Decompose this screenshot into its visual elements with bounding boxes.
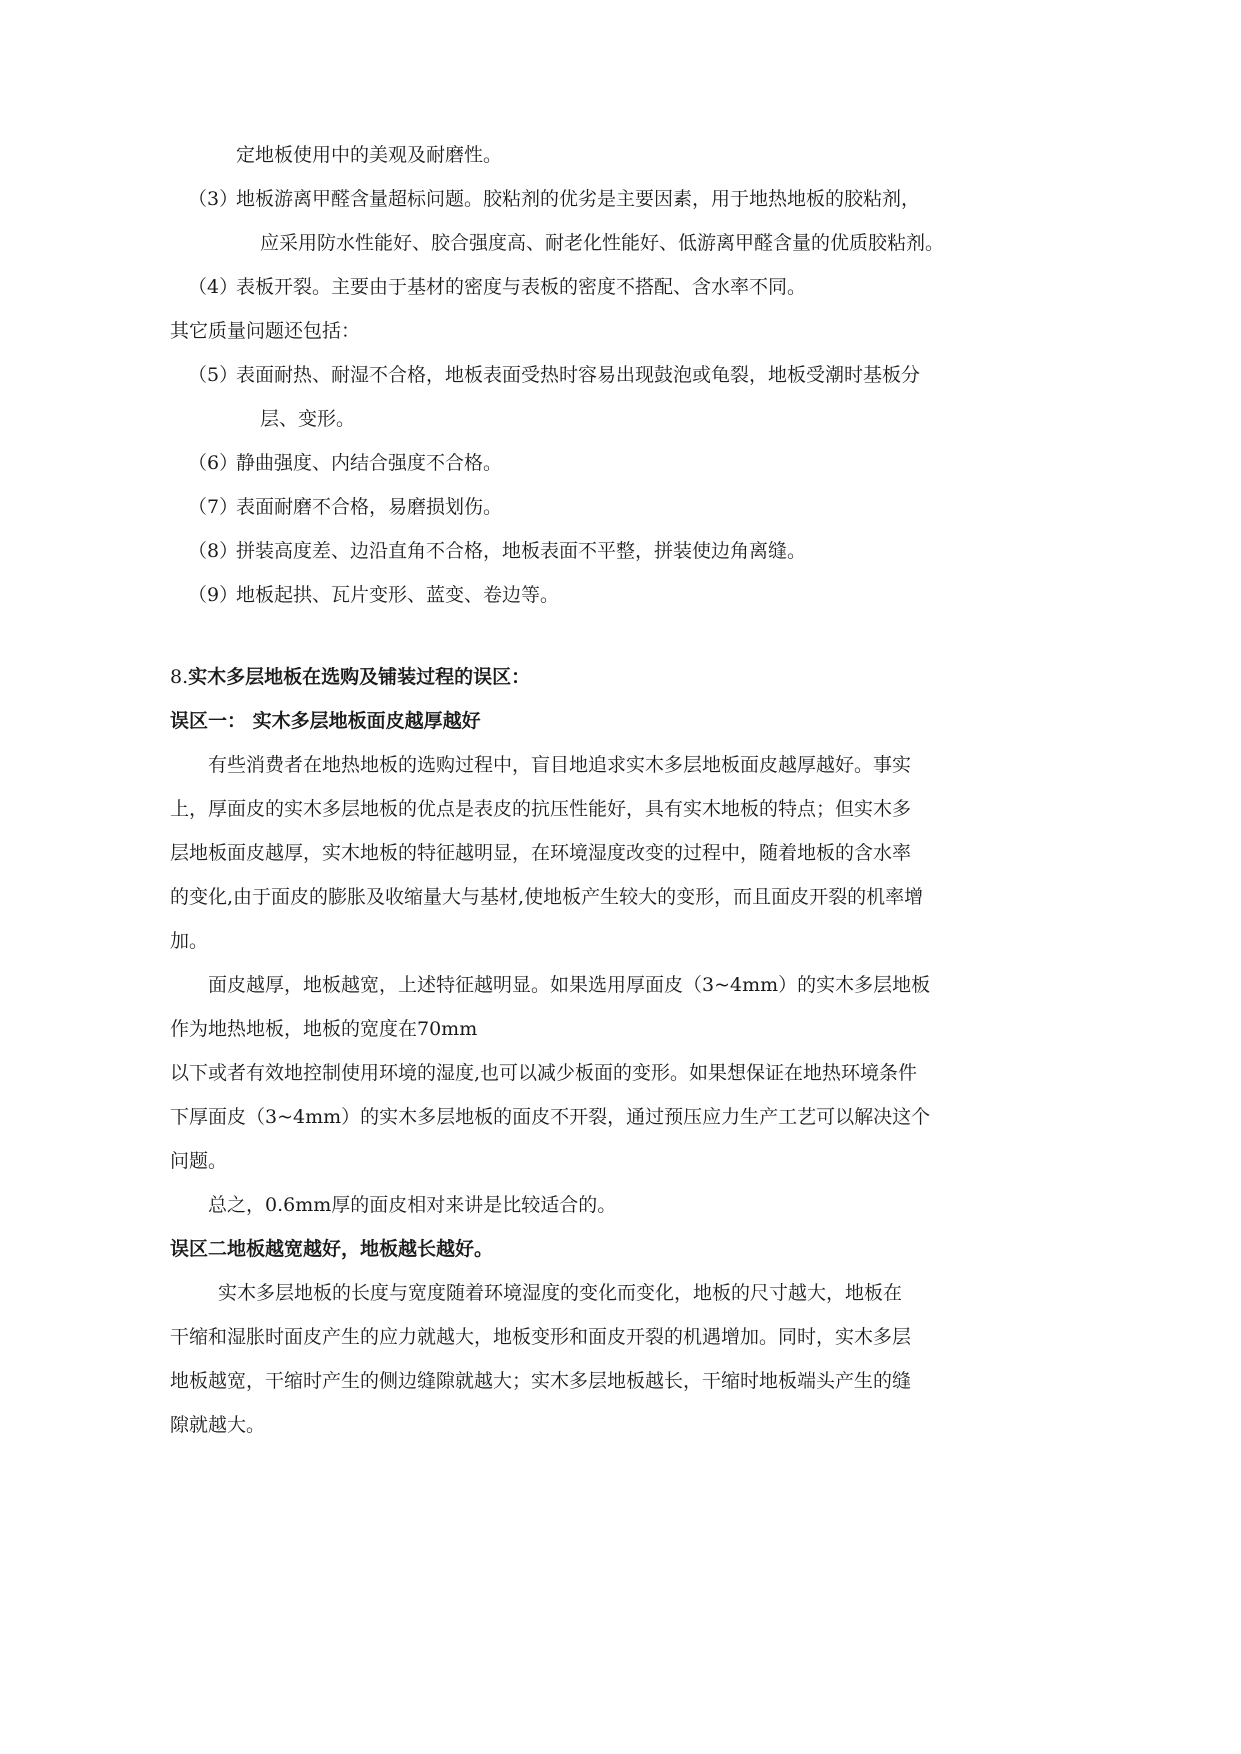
list-item-number: （7） — [188, 496, 239, 518]
myth2-title: 误区二地板越宽越好，地板越长越好。 — [170, 1238, 494, 1260]
list-item-text: 静曲强度、内结合强度不合格。 — [236, 452, 503, 474]
other-issues-heading: 其它质量问题还包括： — [170, 320, 361, 342]
paragraph-line: 总之，0.6mm厚的面皮相对来讲是比较适合的。 — [208, 1194, 617, 1216]
paragraph-line: 的变化,由于面皮的膨胀及收缩量大与基材,使地板产生较大的变形，而且面皮开裂的机率增 — [170, 886, 924, 908]
list-item-text: 拼装高度差、边沿直角不合格，地板表面不平整，拼装使边角离缝。 — [236, 540, 807, 562]
paragraph-line: 层地板面皮越厚，实木地板的特征越明显，在环境湿度改变的过程中，随着地板的含水率 — [170, 842, 912, 864]
list-item-number: （9） — [188, 584, 239, 606]
list-item-text: 表面耐磨不合格，易磨损划伤。 — [236, 496, 503, 518]
list-item-number: （4） — [188, 276, 239, 298]
paragraph-line: 有些消费者在地热地板的选购过程中，盲目地追求实木多层地板面皮越厚越好。事实 — [208, 754, 912, 776]
list-item-number: （5） — [188, 364, 239, 386]
list-item-number: （8） — [188, 540, 239, 562]
list-item-text: 层、变形。 — [260, 408, 356, 430]
section-number: 8. — [170, 666, 189, 688]
paragraph-line: 下厚面皮（3~4mm）的实木多层地板的面皮不开裂，通过预压应力生产工艺可以解决这个 — [170, 1106, 931, 1128]
list-item-text: 应采用防水性能好、胶合强度高、耐老化性能好、低游离甲醛含量的优质胶粘剂。 — [260, 232, 945, 254]
paragraph-line: 作为地热地板，地板的宽度在70mm — [170, 1018, 478, 1040]
paragraph-line: 面皮越厚，地板越宽，上述特征越明显。如果选用厚面皮（3~4mm）的实木多层地板 — [208, 974, 931, 996]
list-item-text: 地板起拱、瓦片变形、蓝变、卷边等。 — [236, 584, 560, 606]
list-item-number: （6） — [188, 452, 239, 474]
paragraph-line: 加。 — [170, 930, 209, 952]
paragraph-line: 干缩和湿胀时面皮产生的应力就越大，地板变形和面皮开裂的机遇增加。同时，实木多层 — [170, 1326, 912, 1348]
list-item-number: （3） — [188, 188, 239, 210]
paragraph-line: 隙就越大。 — [170, 1414, 266, 1436]
section-title: 实木多层地板在选购及铺装过程的误区： — [188, 666, 531, 688]
paragraph-line: 地板越宽，干缩时产生的侧边缝隙就越大；实木多层地板越长，干缩时地板端头产生的缝 — [170, 1370, 912, 1392]
paragraph-line: 以下或者有效地控制使用环境的湿度,也可以减少板面的变形。如果想保证在地热环境条件 — [170, 1062, 918, 1084]
paragraph-line: 实木多层地板的长度与宽度随着环境湿度的变化而变化，地板的尺寸越大，地板在 — [218, 1282, 903, 1304]
paragraph-line: 上，厚面皮的实木多层地板的优点是表皮的抗压性能好，具有实木地板的特点；但实木多 — [170, 798, 912, 820]
list-item-text: 表面耐热、耐湿不合格，地板表面受热时容易出现鼓泡或龟裂，地板受潮时基板分 — [236, 364, 921, 386]
myth1-title: 误区一： 实木多层地板面皮越厚越好 — [170, 710, 481, 732]
paragraph-line: 问题。 — [170, 1150, 228, 1172]
list-item-text: 地板游离甲醛含量超标问题。胶粘剂的优劣是主要因素，用于地热地板的胶粘剂， — [236, 188, 921, 210]
list-item-text: 表板开裂。主要由于基材的密度与表板的密度不搭配、含水率不同。 — [236, 276, 807, 298]
list-continuation: 定地板使用中的美观及耐磨性。 — [236, 144, 503, 166]
section-heading — [170, 664, 530, 690]
